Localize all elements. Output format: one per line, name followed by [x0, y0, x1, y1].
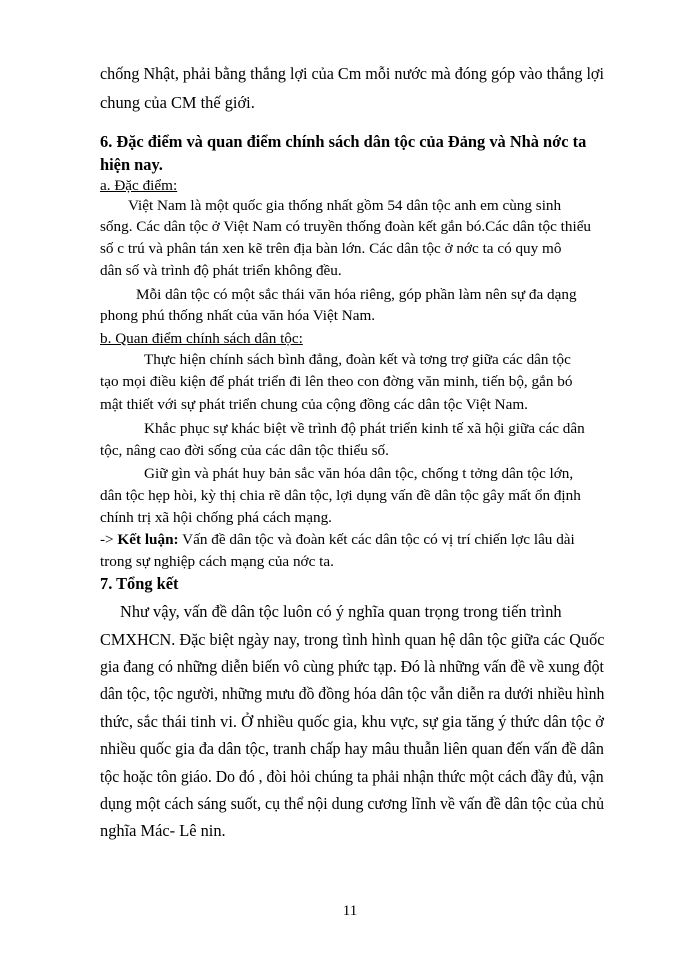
body-text-line: nhiều quốc gia đa dân tộc, tranh chấp hay mâu thuẫn liên quan đến vấn đề dân	[100, 739, 604, 758]
body-text-line: tộc, nâng cao đời sống của các dân tộc thiểu số.	[100, 442, 389, 459]
page-number: 11	[342, 903, 358, 919]
body-text-line: dụng một cách sáng suốt, cụ thể nội dung cương lĩnh về vấn đề dân tộc của chủ	[100, 794, 605, 813]
body-text-line: Khắc phục sự khác biệt về trình độ phát triển kinh tế xã hội giữa các dân	[144, 420, 585, 437]
body-text-line: Việt Nam là một quốc gia thống nhất gồm 54 dân tộc anh em cùng sinh	[128, 197, 562, 214]
body-text-line: dân số và trình độ phát triển không đều.	[100, 262, 342, 279]
body-text-line: mật thiết với sự phát triển chung của cộng đồng các dân tộc Việt Nam.	[100, 396, 528, 413]
body-text-line: Như vậy, vấn đề dân tộc luôn có ý nghĩa quan trọng trong tiến trình	[120, 602, 562, 621]
body-text-line: chính trị xã hội chống phá cách mạng.	[100, 509, 332, 526]
body-text-line: chống Nhật, phải bằng thắng lợi của Cm mỗi nước mà đóng góp vào thắng lợi	[100, 64, 604, 83]
conclusion-text: Vấn đề dân tộc và đoàn kết các dân tộc có vị trí chiến lợc lâu dài	[178, 531, 575, 548]
body-text-line: tạo mọi điều kiện để phát triển đi lên theo con đờng văn minh, tiến bộ, gắn bó	[100, 373, 573, 390]
body-text-line: gia đang có những diễn biến vô cùng phức tạp. Đó là những vấn đề về xung đột	[100, 657, 604, 676]
conclusion-label: Kết luận:	[117, 531, 179, 548]
body-text-line: phong phú thống nhất của văn hóa Việt Nam.	[100, 307, 376, 324]
subsection-label: a. Đặc điểm:	[100, 177, 178, 194]
body-text-line: trong sự nghiệp cách mạng của nớc ta.	[100, 553, 334, 570]
body-text-line: số c trú và phân tán xen kẽ trên địa bàn lớn. Các dân tộc ở nớc ta có quy mô	[100, 240, 562, 257]
body-text-line: Thực hiện chính sách bình đẳng, đoàn kết và tơng trợ giữa các dân tộc	[144, 351, 571, 368]
body-text-line: nghĩa Mác- Lê nin.	[100, 821, 226, 840]
body-text-line: CMXHCN. Đặc biệt ngày nay, trong tình hình quan hệ dân tộc giữa các Quốc	[100, 630, 605, 649]
conclusion-line	[100, 532, 575, 547]
body-text-line: dân tộc hẹp hòi, kỳ thị chia rẽ dân tộc, lợi dụng vấn đề dân tộc gây mất ổn định	[100, 487, 581, 504]
body-text-line: sống. Các dân tộc ở Việt Nam có truyền thống đoàn kết gắn bó.Các dân tộc thiểu	[100, 218, 592, 235]
body-text-line: dân tộc, tộc người, những mưu đồ đồng hóa dân tộc vẫn diễn ra dưới nhiều hình	[100, 684, 605, 703]
conclusion-arrow: ->	[100, 531, 118, 548]
body-text-line: tộc hoặc tôn giáo. Do đó , đòi hỏi chúng ta phải nhận thức một cách đầy đủ, vận	[100, 767, 604, 786]
body-text-line: Mỗi dân tộc có một sắc thái văn hóa riêng, góp phần làm nên sự đa dạng	[136, 286, 577, 303]
section-heading: hiện nay.	[100, 155, 163, 174]
body-text-line: Giữ gìn và phát huy bản sắc văn hóa dân tộc, chống t tởng dân tộc lớn,	[144, 465, 574, 482]
body-text-line: chung của CM thế giới.	[100, 93, 255, 112]
body-text-line: thức, sắc thái tinh vi. Ở nhiều quốc gia, khu vực, sự gia tăng ý thức dân tộc ở	[100, 712, 604, 731]
section-heading: 6. Đặc điểm và quan điểm chính sách dân tộc của Đảng và Nhà nớc ta	[100, 132, 587, 151]
subsection-label: b. Quan điểm chính sách dân tộc:	[100, 330, 303, 347]
section-heading: 7. Tổng kết	[100, 574, 179, 593]
